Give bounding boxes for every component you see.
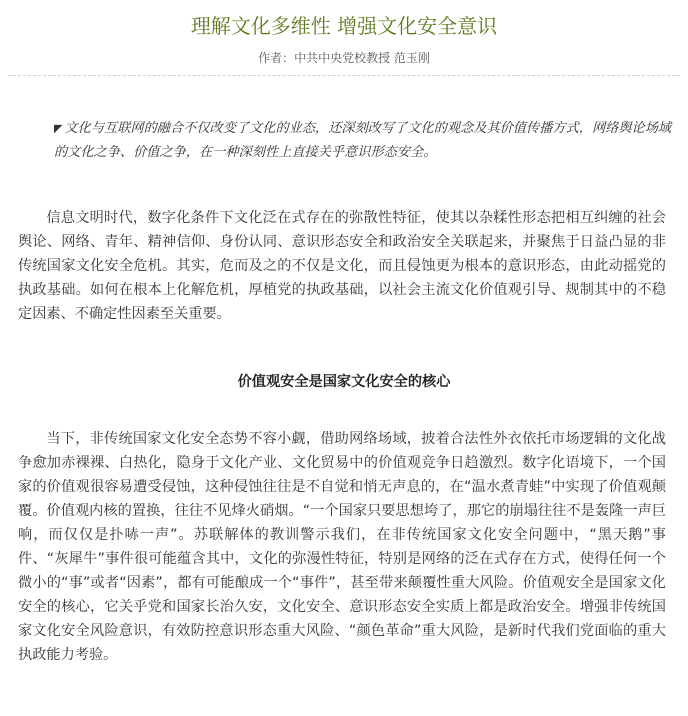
abstract-marker-icon: ◤ (54, 122, 63, 135)
article-byline: 作者：中共中央党校教授 范玉刚 (258, 51, 430, 65)
body-paragraph-1: 信息文明时代，数字化条件下文化泛在式存在的弥散性特征，使其以杂糅性形态把相互纠缠的社会舆论、网络、青年、精神信仰、身份认同、意识形态安全和政治安全关联起来，并聚焦于日益凸显的非传统国家文化安全危机。其实，危而及之的不仅是文化，而且侵蚀更为根本的意识形态，由此动摇党的执政基础。如何在根本上化解危机，厚植党的执政基础，以社会主流文化价值观引导、规制其中的不稳定因素、不确定性因素至关重要。 (18, 210, 666, 322)
article-abstract (54, 117, 676, 165)
section-heading: 价值观安全是国家文化安全的核心 (237, 374, 451, 390)
abstract-text: 文化与互联网的融合不仅改变了文化的业态，还深刻改写了文化的观念及其价值传播方式，网络舆论场域的文化之争、价值之争，在一种深刻性上直接关乎意识形态安全。 (54, 121, 672, 160)
article-title: 理解文化多维性 增强文化安全意识 (190, 14, 498, 38)
body-paragraph-2: 当下，非传统国家文化安全态势不容小觑，借助网络场域，披着合法性外衣依托市场逻辑的文化战争愈加赤裸裸、白热化，隐身于文化产业、文化贸易中的价值观竞争日趋激烈。数字化语境下，一个国家的价值观很容易遭受侵蚀，这种侵蚀往往是不自觉和悄无声息的，在“温水煮青蛙”中实现了价值观颠覆。价值观内核的置换，往往不见烽火硝烟。“一个国家只要思想垮了，那它的崩塌往往不是轰隆一声巨响，而仅仅是扑哧一声”。苏联解体的教训警示我们，在非传统国家文化安全问题中，“黑天鹅”事件、“灰犀牛”事件很可能蕴含其中，文化的弥漫性特征，特别是网络的泛在式存在方式，使得任何一个微小的“事”或者“因素”，都有可能酿成一个“事件”，甚至带来颠覆性重大风险。价值观安全是国家文化安全的核心，它关乎党和国家长治久安，文化安全、意识形态安全实质上都是政治安全。增强非传统国家文化安全风险意识，有效防控意识形态重大风险、“颜色革命”重大风险，是新时代我们党面临的重大执政能力考验。 (18, 431, 666, 663)
title-divider (8, 75, 680, 76)
